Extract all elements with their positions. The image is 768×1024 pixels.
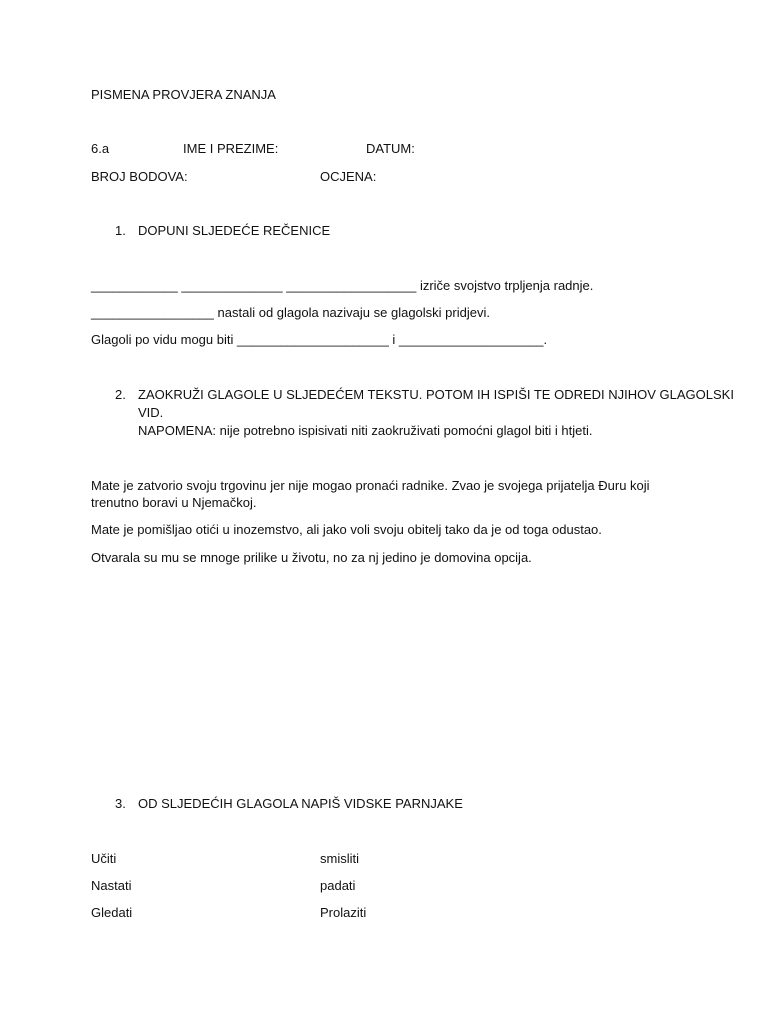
verb-left: Gledati xyxy=(91,905,133,920)
class-label: 6.a xyxy=(91,141,110,156)
date-label: DATUM: xyxy=(366,141,415,156)
task2-note: NAPOMENA: nije potrebno ispisivati niti zaokruživati pomoćni glagol biti i htjeti. xyxy=(138,423,593,438)
task3-number: 3. xyxy=(115,796,126,811)
verb-left: Učiti xyxy=(91,851,117,866)
task2-text-line: Mate je pomišljao otići u inozemstvo, ali jako voli svoju obitelj tako da je od toga odustao. xyxy=(91,522,602,537)
task2-heading-line2: VID. xyxy=(138,405,164,420)
task2-text-line: trenutno boravi u Njemačkoj. xyxy=(91,495,257,510)
task2-text-line: Mate je zatvorio svoju trgovinu jer nije mogao pronaći radnike. Zvao je svojega prijatelja Đuru koji xyxy=(91,478,650,493)
verb-right: padati xyxy=(320,878,356,893)
task1-sentence: ____________ ______________ __________________ izriče svojstvo trpljenja radnje. xyxy=(91,278,594,293)
task2-text-line: Otvarala su mu se mnoge prilike u životu, no za nj jedino je domovina opcija. xyxy=(91,550,532,565)
verb-left: Nastati xyxy=(91,878,132,893)
document-title: PISMENA PROVJERA ZNANJA xyxy=(91,87,276,102)
task2-heading-line1: ZAOKRUŽI GLAGOLE U SLJEDEĆEM TEKSTU. POTOM IH ISPIŠI TE ODREDI NJIHOV GLAGOLSKI xyxy=(138,387,734,402)
task1-number: 1. xyxy=(115,223,126,238)
task2-number: 2. xyxy=(115,387,126,402)
verb-right: smisliti xyxy=(320,851,359,866)
verb-right: Prolaziti xyxy=(320,905,367,920)
task1-sentence: Glagoli po vidu mogu biti _____________________ i ____________________. xyxy=(91,332,548,347)
task1-sentence: _________________ nastali od glagola nazivaju se glagolski pridjevi. xyxy=(91,305,490,320)
name-label: IME I PREZIME: xyxy=(183,141,279,156)
points-label: BROJ BODOVA: xyxy=(91,169,188,184)
task3-heading: OD SLJEDEĆIH GLAGOLA NAPIŠ VIDSKE PARNJAKE xyxy=(138,796,463,811)
task1-heading: DOPUNI SLJEDEĆE REČENICE xyxy=(138,223,331,238)
grade-label: OCJENA: xyxy=(320,169,377,184)
